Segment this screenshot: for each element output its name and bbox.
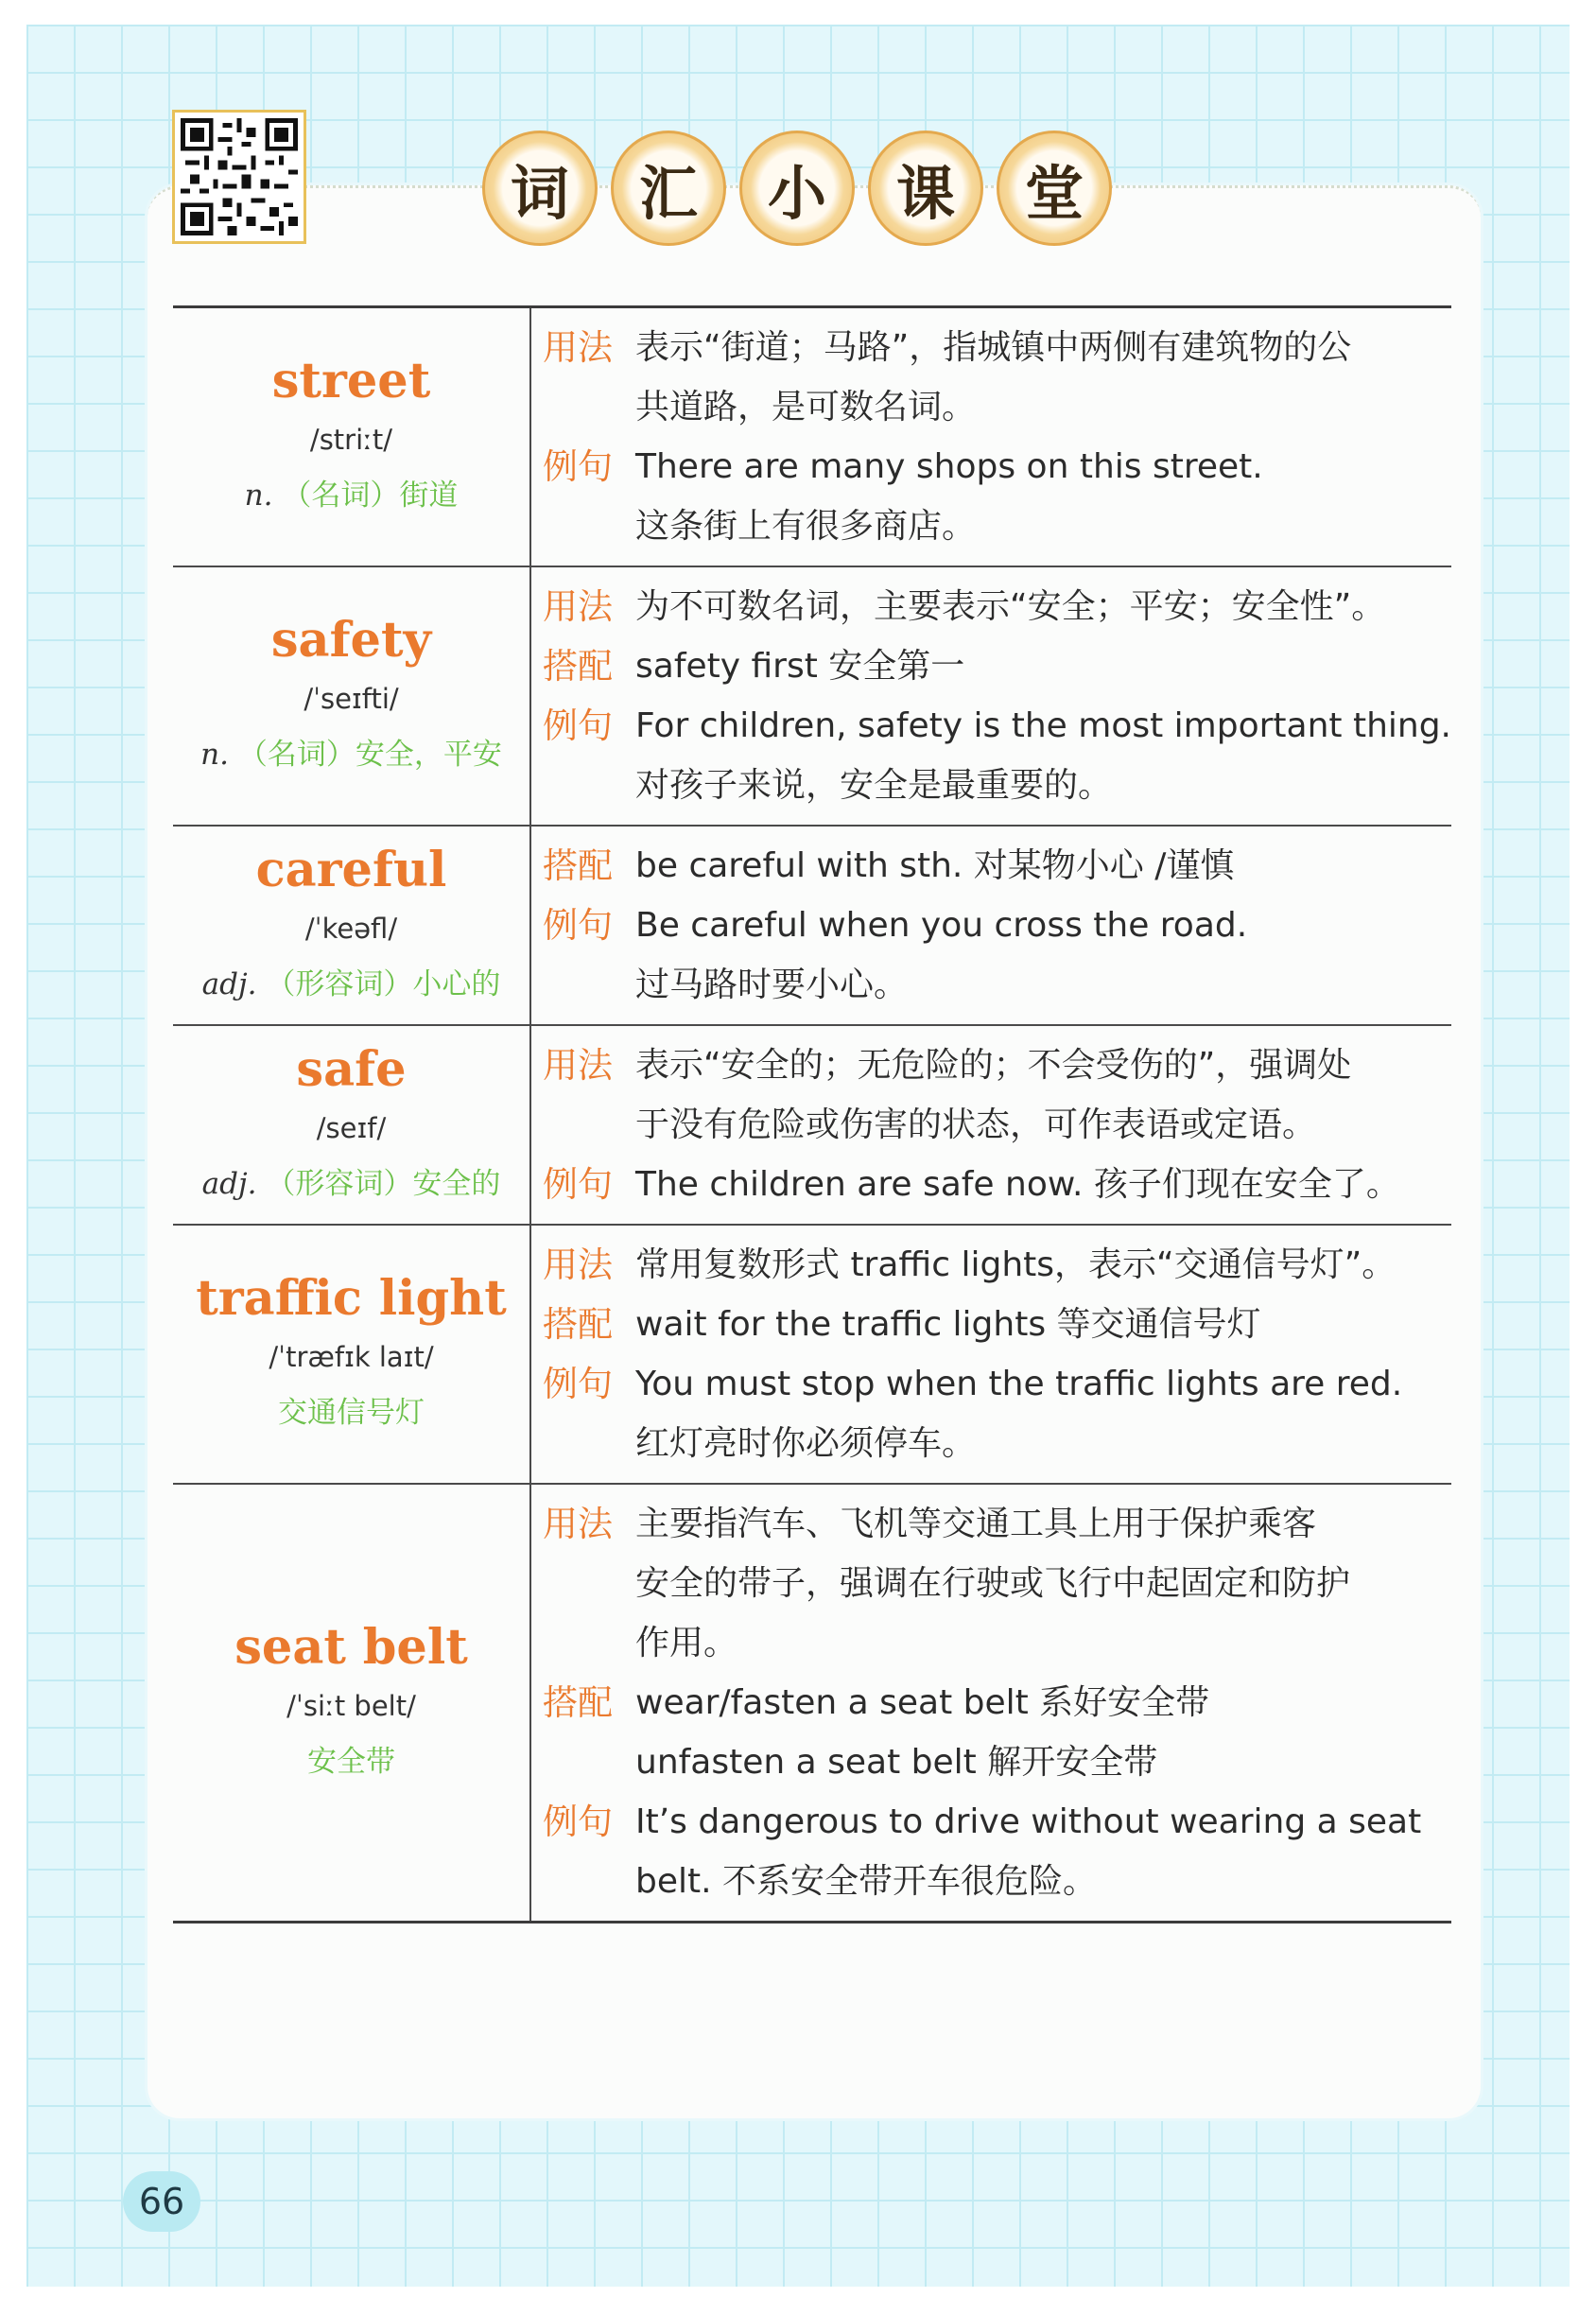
detail-line [543,1494,1451,1554]
headword: traffic light [196,1270,507,1327]
title-char: 堂 [997,131,1112,246]
section-title [482,131,1112,248]
example-tag: 例句 [543,1364,613,1404]
detail-text: 主要指汽车、飞机等交通工具上用于保护乘客 [635,1505,1317,1543]
vocab-row-street [173,307,1451,567]
detail-line [543,836,1451,896]
detail-line [543,636,1451,696]
title-char: 汇 [611,131,726,246]
word-cell [173,307,530,567]
detail-text: Be careful when you cross the road. [635,906,1248,945]
detail-line [543,1554,1451,1613]
usage-tag: 用法 [543,586,613,627]
pos-abbr: n. [244,479,283,513]
detail-text: 安全的带子，强调在行驶或飞行中起固定和防护 [635,1564,1351,1603]
detail-line [543,955,1451,1015]
usage-tag: 用法 [543,1504,613,1544]
detail-cell [530,307,1451,567]
headword: safe [296,1040,407,1098]
usage-tag: 用法 [543,1245,613,1285]
detail-text: 红灯亮时你必须停车。 [635,1424,977,1463]
pos-meaning: （名词）安全，平安 [237,738,502,772]
title-char: 课 [868,131,983,246]
detail-line [543,1732,1451,1792]
detail-line [543,318,1451,377]
detail-text: 常用复数形式 traffic lights，表示“交通信号灯”。 [635,1245,1396,1284]
part-of-speech [173,1734,529,1789]
detail-text: safety first 安全第一 [635,647,965,686]
detail-line [543,1613,1451,1673]
detail-text: The children are safe now. 孩子们现在安全了。 [635,1165,1400,1204]
title-char: 小 [739,131,855,246]
detail-text: 表示“街道；马路”，指城镇中两侧有建筑物的公 [635,328,1352,367]
detail-text: wait for the traffic lights 等交通信号灯 [635,1305,1261,1344]
detail-cell [530,1025,1451,1225]
headword: street [271,353,431,409]
pos-meaning: （名词）街道 [282,479,459,513]
headword: seat belt [234,1618,468,1676]
detail-line [543,1095,1451,1155]
detail-text: There are many shops on this street. [635,447,1263,486]
detail-cell [530,826,1451,1025]
detail-line [543,1235,1451,1295]
part-of-speech [173,1157,529,1211]
detail-line [543,1414,1451,1473]
collocation-tag: 搭配 [543,845,613,886]
detail-text: 为不可数名词，主要表示“安全；平安；安全性”。 [635,587,1386,626]
part-of-speech [173,1385,529,1440]
usage-tag: 用法 [543,327,613,368]
collocation-tag: 搭配 [543,646,613,687]
detail-text: unfasten a seat belt 解开安全带 [635,1743,1158,1782]
detail-line [543,756,1451,815]
pos-abbr: adj. [201,966,267,1001]
detail-text: 这条街上有很多商店。 [635,507,977,546]
detail-line [543,1354,1451,1414]
detail-line [543,1036,1451,1095]
detail-cell [530,1484,1451,1923]
detail-line [543,1673,1451,1732]
detail-text: be careful with sth. 对某物小心 /谨慎 [635,846,1235,885]
detail-line [543,1155,1451,1214]
word-cell [173,1484,530,1923]
pos-meaning: 交通信号灯 [278,1396,425,1430]
vocab-row-traffic-light [173,1225,1451,1484]
headword: careful [255,841,447,898]
detail-line [543,1852,1451,1911]
word-cell [173,826,530,1025]
phonetic: /ˈseɪfti/ [304,683,399,715]
detail-text: 作用。 [635,1624,738,1662]
detail-text: 表示“安全的；无危险的；不会受伤的”，强调处 [635,1046,1352,1085]
detail-line [543,896,1451,955]
example-tag: 例句 [543,905,613,946]
detail-text: 过马路时要小心。 [635,966,909,1004]
title-char: 词 [482,131,598,246]
vocabulary-table [173,305,1451,1923]
word-cell [173,566,530,826]
part-of-speech [173,468,529,523]
detail-text: For children, safety is the most important thing. [635,706,1451,745]
collocation-tag: 搭配 [543,1304,613,1345]
vocab-row-safety [173,566,1451,826]
part-of-speech [173,957,529,1012]
detail-line [543,1295,1451,1354]
detail-text: You must stop when the traffic lights are red. [635,1365,1403,1403]
usage-tag: 用法 [543,1045,613,1086]
pos-abbr: adj. [201,1166,267,1201]
detail-line [543,377,1451,437]
word-cell [173,1225,530,1484]
detail-text: belt. 不系安全带开车很危险。 [635,1862,1098,1901]
part-of-speech [173,727,529,782]
phonetic: /ˈsiːt belt/ [286,1689,416,1722]
vocab-row-careful [173,826,1451,1025]
example-tag: 例句 [543,1802,613,1842]
example-tag: 例句 [543,705,613,746]
detail-line [543,437,1451,496]
detail-line [543,577,1451,636]
qr-code[interactable] [172,110,306,244]
headword: safety [270,612,432,669]
word-cell [173,1025,530,1225]
detail-line [543,696,1451,756]
pos-meaning: （形容词）安全的 [266,1166,501,1201]
phonetic: /striːt/ [309,424,393,456]
detail-line [543,496,1451,556]
detail-cell [530,1225,1451,1484]
phonetic: /ˈtræfɪk laɪt/ [269,1341,434,1373]
detail-text: 于没有危险或伤害的状态，可作表语或定语。 [635,1105,1317,1144]
pos-abbr: n. [200,738,238,772]
example-tag: 例句 [543,1164,613,1205]
example-tag: 例句 [543,446,613,487]
detail-cell [530,566,1451,826]
phonetic: /ˈkeəfl/ [304,912,398,945]
vocab-row-safe [173,1025,1451,1225]
pos-meaning: （形容词）小心的 [266,966,501,1001]
phonetic: /seɪf/ [316,1111,387,1144]
pos-meaning: 安全带 [307,1744,395,1779]
detail-line [543,1792,1451,1852]
detail-text: It’s dangerous to drive without wearing a seat [635,1802,1422,1841]
vocab-row-seat-belt [173,1484,1451,1923]
detail-text: 共道路，是可数名词。 [635,388,977,426]
collocation-tag: 搭配 [543,1682,613,1723]
detail-text: wear/fasten a seat belt 系好安全带 [635,1683,1210,1722]
detail-text: 对孩子来说，安全是最重要的。 [635,766,1113,805]
page-number: 66 [123,2171,200,2232]
